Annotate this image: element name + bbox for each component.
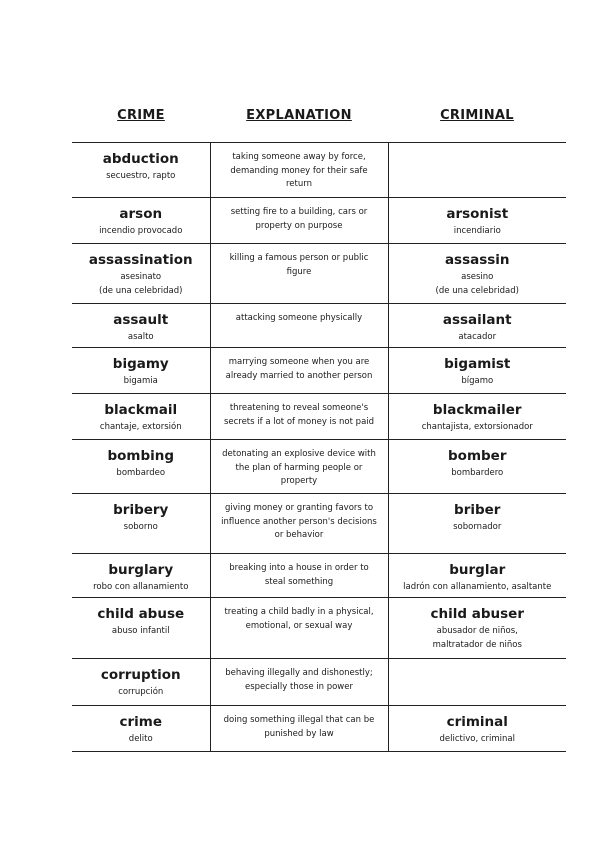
- crime-cell: [72, 198, 210, 244]
- explanation-text: doing something illegal that can be punished by law: [223, 715, 375, 739]
- crime-cell: [72, 143, 210, 198]
- crime-cell: [72, 348, 210, 394]
- explanation-cell: [210, 348, 388, 394]
- crime-term: corruption: [100, 667, 181, 683]
- crime-term: assault: [113, 312, 169, 328]
- crime-translation: secuestro, rapto: [106, 171, 176, 181]
- criminal-cell: [388, 659, 566, 706]
- crime-term: bigamy: [112, 356, 169, 372]
- crime-translation: bombardeo: [116, 468, 166, 478]
- criminal-term: blackmailer: [432, 402, 522, 418]
- criminal-term: assailant: [442, 312, 512, 328]
- crime-term: blackmail: [104, 402, 178, 418]
- criminal-term: arsonist: [446, 206, 509, 222]
- criminal-translation: asesino (de una celebridad): [435, 272, 519, 296]
- crime-translation: incendio provocado: [99, 226, 183, 236]
- criminal-cell: [388, 706, 566, 752]
- criminal-translation: delictivo, criminal: [439, 734, 515, 744]
- criminal-translation: sobornador: [453, 522, 502, 532]
- criminal-term: burglar: [449, 562, 506, 578]
- table-row: [72, 494, 566, 554]
- table-row: [72, 659, 566, 706]
- explanation-cell: [210, 494, 388, 554]
- criminal-cell: [388, 394, 566, 440]
- crime-translation: asesinato (de una celebridad): [99, 272, 183, 296]
- crime-translation: abuso infantil: [111, 626, 170, 636]
- criminal-translation: abusador de niños, maltratador de niños: [432, 626, 522, 650]
- explanation-cell: [210, 143, 388, 198]
- criminal-translation: atacador: [458, 332, 497, 342]
- table-row: [72, 304, 566, 348]
- criminal-term: briber: [454, 502, 501, 518]
- crime-translation: delito: [128, 734, 153, 744]
- explanation-text: setting fire to a building, cars or property on purpose: [230, 207, 368, 231]
- crime-cell: [72, 304, 210, 348]
- criminal-term: criminal: [446, 714, 508, 730]
- criminal-cell: [388, 348, 566, 394]
- table-row: [72, 598, 566, 659]
- crime-translation: soborno: [123, 522, 158, 532]
- explanation-text: detonating an explosive device with the plan of harming people or property: [222, 449, 376, 486]
- criminal-translation: ladrón con allanamiento, asaltante: [403, 582, 552, 592]
- column-headers: [72, 108, 566, 128]
- explanation-text: treating a child badly in a physical, emotional, or sexual way: [224, 607, 374, 631]
- crime-translation: bigamia: [123, 376, 158, 386]
- criminal-translation: chantajista, extorsionador: [421, 422, 533, 432]
- crime-cell: [72, 440, 210, 494]
- crime-term: burglary: [108, 562, 174, 578]
- explanation-cell: [210, 706, 388, 752]
- crime-cell: [72, 706, 210, 752]
- criminal-term: child abuser: [430, 606, 524, 622]
- explanation-cell: [210, 304, 388, 348]
- header-crime: CRIME: [117, 108, 165, 123]
- table-row: [72, 706, 566, 752]
- crime-term: abduction: [102, 151, 179, 167]
- crime-cell: [72, 598, 210, 659]
- crime-cell: [72, 244, 210, 304]
- crime-translation: robo con allanamiento: [93, 582, 189, 592]
- explanation-text: killing a famous person or public figure: [229, 253, 369, 277]
- criminal-translation: incendiario: [453, 226, 501, 236]
- crime-term: crime: [119, 714, 162, 730]
- crime-cell: [72, 554, 210, 598]
- table-row: [72, 244, 566, 304]
- explanation-text: taking someone away by force, demanding money for their safe return: [230, 152, 368, 189]
- table-row: [72, 348, 566, 394]
- explanation-cell: [210, 659, 388, 706]
- header-explanation: EXPLANATION: [246, 108, 352, 123]
- crime-cell: [72, 394, 210, 440]
- explanation-cell: [210, 244, 388, 304]
- explanation-text: attacking someone physically: [235, 313, 363, 323]
- table-row: [72, 394, 566, 440]
- explanation-cell: [210, 554, 388, 598]
- explanation-text: behaving illegally and dishonestly; especially those in power: [225, 668, 373, 692]
- crime-vocabulary-table: [72, 142, 566, 752]
- table-row: [72, 198, 566, 244]
- criminal-cell: [388, 598, 566, 659]
- criminal-cell: [388, 554, 566, 598]
- explanation-cell: [210, 440, 388, 494]
- crime-term: child abuse: [97, 606, 185, 622]
- crime-term: bombing: [107, 448, 175, 464]
- crime-translation: chantaje, extorsión: [99, 422, 182, 432]
- criminal-cell: [388, 244, 566, 304]
- table-row: [72, 440, 566, 494]
- crime-term: arson: [119, 206, 163, 222]
- criminal-cell: [388, 440, 566, 494]
- crime-translation: corrupción: [118, 687, 164, 697]
- explanation-cell: [210, 394, 388, 440]
- table-body: [72, 143, 566, 752]
- criminal-cell: [388, 198, 566, 244]
- criminal-translation: bígamo: [461, 376, 494, 386]
- crime-term: bribery: [113, 502, 169, 518]
- crime-translation: asalto: [127, 332, 154, 342]
- crime-cell: [72, 494, 210, 554]
- crime-cell: [72, 659, 210, 706]
- explanation-text: marrying someone when you are already married to another person: [225, 357, 373, 381]
- explanation-text: threatening to reveal someone's secrets if a lot of money is not paid: [223, 403, 375, 427]
- table-row: [72, 554, 566, 598]
- criminal-term: bigamist: [444, 356, 511, 372]
- criminal-cell: [388, 304, 566, 348]
- crime-term: assassination: [88, 252, 193, 268]
- explanation-text: giving money or granting favors to influence another person's decisions or behavior: [221, 503, 377, 540]
- explanation-cell: [210, 198, 388, 244]
- table-row: [72, 143, 566, 198]
- explanation-cell: [210, 598, 388, 659]
- criminal-term: bomber: [448, 448, 507, 464]
- criminal-term: assassin: [444, 252, 510, 268]
- criminal-cell: [388, 494, 566, 554]
- criminal-cell: [388, 143, 566, 198]
- criminal-translation: bombardero: [451, 468, 504, 478]
- header-criminal: CRIMINAL: [440, 108, 514, 123]
- explanation-text: breaking into a house in order to steal something: [229, 563, 369, 587]
